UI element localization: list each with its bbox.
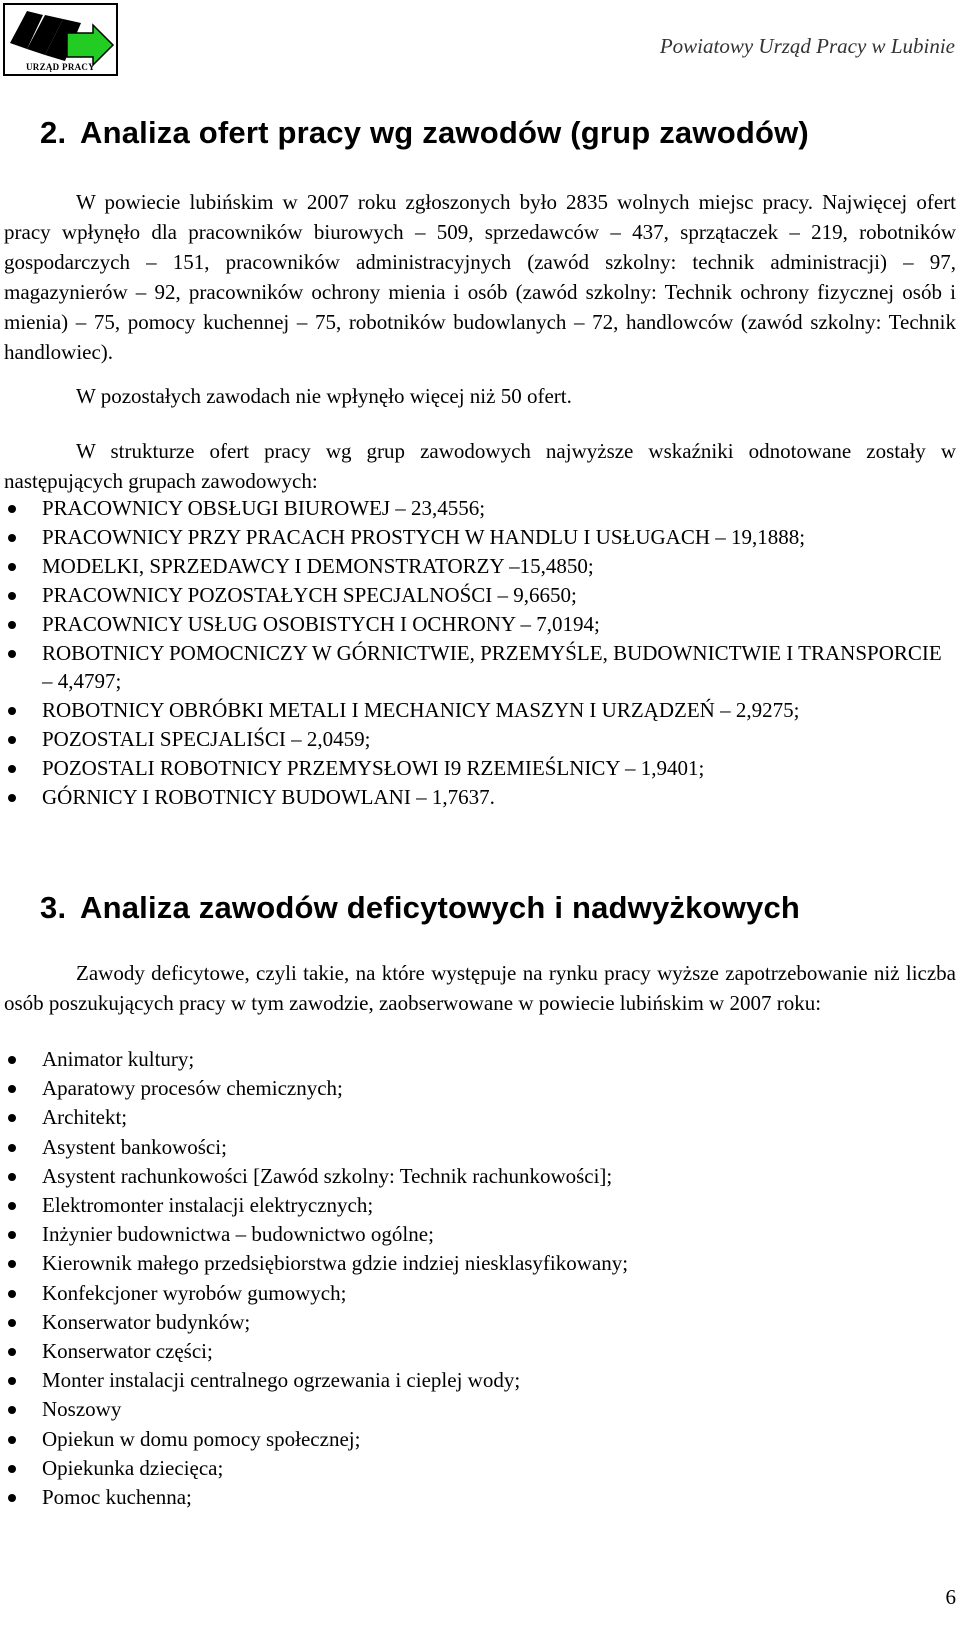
bullet-icon bbox=[8, 707, 16, 715]
occupational-group-item-text: MODELKI, SPRZEDAWCY I DEMONSTRATORZY –15,4850; bbox=[42, 553, 594, 578]
deficit-occupation-item bbox=[4, 1366, 956, 1395]
bullet-icon bbox=[8, 592, 16, 600]
deficit-occupation-item-text: Monter instalacji centralnego ogrzewania i cieplej wody; bbox=[42, 1368, 521, 1393]
bullet-icon bbox=[8, 1173, 16, 1181]
deficit-occupation-item-text: Opiekunka dziecięca; bbox=[42, 1455, 224, 1480]
deficit-occupation-item bbox=[4, 1454, 956, 1483]
bullet-icon bbox=[8, 1085, 16, 1093]
deficit-occupation-item-text: Elektromonter instalacji elektrycznych; bbox=[42, 1193, 374, 1218]
bullet-icon bbox=[8, 1231, 16, 1239]
section-3-number: 3. bbox=[40, 890, 67, 925]
deficit-occupation-item bbox=[4, 1395, 956, 1424]
deficit-occupation-item-text: Konfekcjoner wyrobów gumowych; bbox=[42, 1280, 347, 1305]
deficit-occupations-list bbox=[4, 1045, 956, 1512]
bullet-icon bbox=[8, 1377, 16, 1385]
deficit-occupation-item-text: Animator kultury; bbox=[42, 1047, 195, 1071]
deficit-occupation-item bbox=[4, 1162, 956, 1191]
bullet-icon bbox=[8, 1494, 16, 1502]
bullet-icon bbox=[8, 1290, 16, 1298]
occupational-group-item bbox=[4, 783, 956, 812]
section-2-paragraph-offers: W powiecie lubińskim w 2007 roku zgłoszonych było 2835 wolnych miejsc pracy. Najwięcej ofert pracy wpłynęło dla pracowników biurowych – 509, sprzedawców – 437, sprzątaczek – 219, robotników gospodarczych – 151, pracowników administracyjnych (zawód szkolny: technik administracji) – 97, magazynierów – 92, pracowników ochrony mienia i osób (zawód szkolny: Technik ochrony fizycznej osób i mienia) – 75, pomocy kuchennej – 75, robotników budowlanych – 72, handlowców (zawód szkolny: Technik handlowiec). bbox=[4, 190, 956, 364]
occupational-group-item-text: ROBOTNICY OBRÓBKI METALI I MECHANICY MASZYN I URZĄDZEŃ – 2,9275; bbox=[42, 698, 800, 723]
header-office-name: Powiatowy Urząd Pracy w Lubinie bbox=[659, 34, 955, 58]
bullet-icon bbox=[8, 1319, 16, 1327]
bullet-icon bbox=[8, 534, 16, 542]
bullet-icon bbox=[8, 650, 16, 658]
deficit-occupation-item-text: Konserwator części; bbox=[42, 1339, 213, 1364]
deficit-occupation-item bbox=[4, 1425, 956, 1454]
deficit-occupation-item bbox=[4, 1045, 956, 1074]
bullet-icon bbox=[8, 1260, 16, 1268]
logo-text: URZĄD PRACY bbox=[25, 62, 96, 72]
occupational-group-item-text: PRACOWNICY POZOSTAŁYCH SPECJALNOŚCI – 9,6650; bbox=[42, 582, 577, 607]
deficit-occupation-item bbox=[4, 1191, 956, 1220]
occupational-group-item-text: GÓRNICY I ROBOTNICY BUDOWLANI – 1,7637. bbox=[42, 785, 495, 810]
occupational-group-item-text: PRACOWNICY OBSŁUGI BIUROWEJ – 23,4556; bbox=[42, 496, 486, 520]
deficit-occupation-item bbox=[4, 1279, 956, 1308]
occupational-group-item bbox=[4, 725, 956, 754]
deficit-occupation-item-text: Pomoc kuchenna; bbox=[42, 1485, 192, 1510]
bullet-icon bbox=[8, 1144, 16, 1152]
occupational-group-item bbox=[4, 754, 956, 783]
bullet-icon bbox=[8, 505, 16, 513]
occupational-group-item bbox=[4, 523, 956, 552]
deficit-occupation-item-text: Asystent rachunkowości [Zawód szkolny: Technik rachunkowości]; bbox=[42, 1163, 613, 1188]
occupational-group-item-text: POZOSTALI SPECJALIŚCI – 2,0459; bbox=[42, 727, 371, 752]
deficit-occupation-item bbox=[4, 1249, 956, 1278]
deficit-occupation-item-text: Noszowy bbox=[42, 1397, 122, 1422]
section-3-paragraph-intro: Zawody deficytowe, czyli takie, na które występuje na rynku pracy wyższe zapotrzebowanie niż liczba osób poszukujących pracy w tym zawodzie, zaobserwowane w powiecie lubińskim w 2007 roku: bbox=[4, 961, 956, 1015]
deficit-occupation-item-text: Aparatowy procesów chemicznych; bbox=[42, 1076, 343, 1101]
bullet-icon bbox=[8, 736, 16, 744]
occupational-group-item-text: PRACOWNICY USŁUG OSOBISTYCH I OCHRONY – 7,0194; bbox=[42, 611, 600, 636]
occupational-group-item bbox=[4, 639, 956, 697]
occupational-group-item-text: ROBOTNICY POMOCNICZY W GÓRNICTWIE, PRZEMYŚLE, BUDOWNICTWIE I TRANSPORCIE – 4,4797; bbox=[42, 640, 942, 694]
occupational-groups-list bbox=[4, 494, 956, 812]
bullet-icon bbox=[8, 621, 16, 629]
deficit-occupation-item-text: Inżynier budownictwa – budownictwo ogólne; bbox=[42, 1222, 434, 1247]
bullet-icon bbox=[8, 563, 16, 571]
section-3-heading bbox=[40, 890, 800, 926]
bullet-icon bbox=[8, 1406, 16, 1414]
section-2-paragraph-other: W pozostałych zawodach nie wpłynęło więcej niż 50 ofert. bbox=[76, 384, 572, 408]
occupational-group-item bbox=[4, 581, 956, 610]
deficit-occupation-item bbox=[4, 1133, 956, 1162]
deficit-occupation-item-text: Konserwator budynków; bbox=[42, 1309, 251, 1334]
bullet-icon bbox=[8, 1465, 16, 1473]
bullet-icon bbox=[8, 765, 16, 773]
bullet-icon bbox=[8, 1202, 16, 1210]
section-3-title: Analiza zawodów deficytowych i nadwyżkowych bbox=[80, 890, 801, 925]
office-logo bbox=[3, 3, 118, 76]
deficit-occupation-item-text: Architekt; bbox=[42, 1105, 128, 1130]
bullet-icon bbox=[8, 1348, 16, 1356]
page-number: 6 bbox=[945, 1585, 956, 1609]
deficit-occupation-item bbox=[4, 1220, 956, 1249]
occupational-group-item bbox=[4, 610, 956, 639]
deficit-occupation-item-text: Asystent bankowości; bbox=[42, 1134, 227, 1159]
bullet-icon bbox=[8, 794, 16, 802]
occupational-group-item-text: POZOSTALI ROBOTNICY PRZEMYSŁOWI I9 RZEMIEŚLNICY – 1,9401; bbox=[42, 756, 705, 781]
section-2-paragraph-structure: W strukturze ofert pracy wg grup zawodowych najwyższe wskaźniki odnotowane zostały w następujących grupach zawodowych: bbox=[4, 439, 956, 493]
occupational-group-item bbox=[4, 696, 956, 725]
occupational-group-item bbox=[4, 494, 956, 523]
deficit-occupation-item-text: Opiekun w domu pomocy społecznej; bbox=[42, 1426, 361, 1451]
occupational-group-item-text: PRACOWNICY PRZY PRACACH PROSTYCH W HANDLU I USŁUGACH – 19,1888; bbox=[42, 524, 806, 549]
occupational-group-item bbox=[4, 552, 956, 581]
bullet-icon bbox=[8, 1114, 16, 1122]
section-2-title: Analiza ofert pracy wg zawodów (grup zawodów) bbox=[80, 115, 809, 150]
deficit-occupation-item bbox=[4, 1074, 956, 1103]
deficit-occupation-item-text: Kierownik małego przedsiębiorstwa gdzie indziej niesklasyfikowany; bbox=[42, 1251, 629, 1276]
bullet-icon bbox=[8, 1056, 16, 1064]
deficit-occupation-item bbox=[4, 1308, 956, 1337]
deficit-occupation-item bbox=[4, 1337, 956, 1366]
deficit-occupation-item bbox=[4, 1483, 956, 1512]
bullet-icon bbox=[8, 1436, 16, 1444]
deficit-occupation-item bbox=[4, 1103, 956, 1132]
section-2-number: 2. bbox=[40, 115, 67, 150]
section-2-heading bbox=[40, 115, 809, 151]
